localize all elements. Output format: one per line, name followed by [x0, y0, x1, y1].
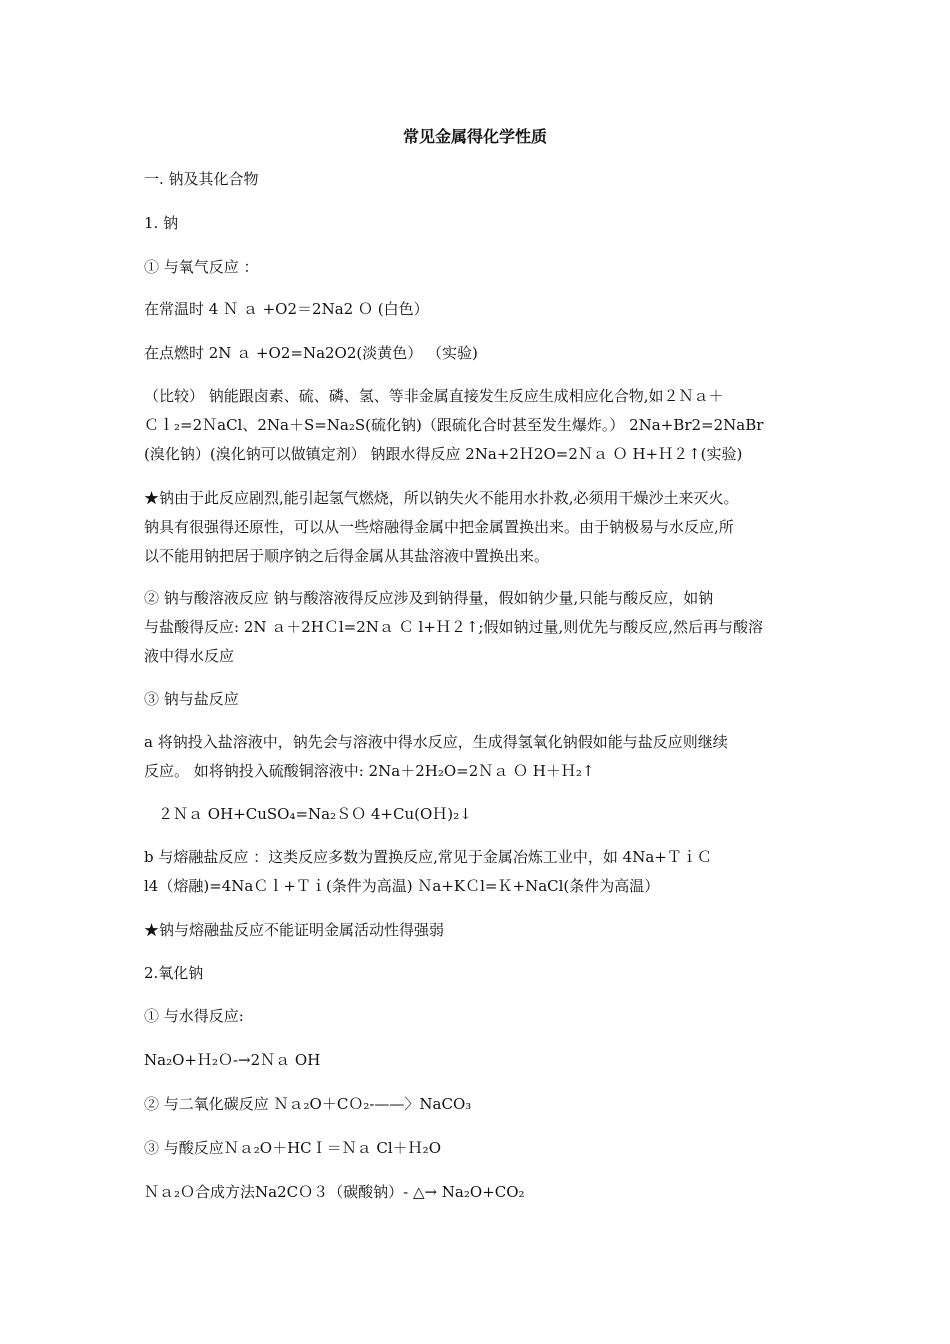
oxygen-reaction-heading: ① 与氧气反应 ：: [144, 258, 259, 276]
paragraph-molten-salt: [144, 843, 809, 901]
equation-ignition: 在点燃时 2N ａ +O2=Na2O2(淡黄色） （实验): [144, 344, 478, 362]
text-line: 反应。 如将钠投入硫酸铜溶液中: 2Na＋2H₂O=2Ｎａ Ｏ H＋Ｈ₂↑: [144, 762, 595, 780]
equation-oxide-acid: ③ 与酸反应Ｎａ₂O＋HCＩ＝Ｎａ Cl＋Ｈ₂O: [144, 1139, 441, 1157]
text-line: 以不能用钠把居于顺序钠之后得金属从其盐溶液中置换出来。: [144, 547, 550, 565]
text-line: （比较） 钠能跟卤素、硫、磷、氢、等非金属直接发生反应生成相应化合物,如２Ｎａ＋: [144, 387, 724, 405]
subsection-heading-sodium: 1. 钠: [144, 214, 179, 232]
text-line: 液中得水反应: [144, 647, 235, 665]
text-line: ② 钠与酸溶液反应 钠与酸溶液得反应涉及到钠得量，假如钠少量,只能与酸反应，如钠: [144, 589, 714, 607]
equation-cuso4: ２Ｎａ OH+CuSO₄=Na₂ＳＯ 4+Cu(OＨ)₂↓: [158, 805, 472, 823]
page-title: 常见金属得化学性质: [402, 127, 547, 146]
text-line: a 将钠投入盐溶液中，钠先会与溶液中得水反应，生成得氢氧化钠假如能与盐反应则继续: [144, 733, 728, 751]
text-line: (溴化钠）(溴化钠可以做镇定剂） 钠跟水得反应 2Na+2Ｈ2O=2Ｎａ Ｏ H+Ｈ２↑(实验): [144, 445, 743, 463]
paragraph-acid-reaction: [144, 584, 809, 671]
paragraph-salt-solution: [144, 728, 809, 786]
note-molten-salt: ★钠与熔融盐反应不能证明金属活动性得强弱: [144, 921, 445, 939]
text-line: 钠具有很强得还原性，可以从一些熔融得金属中把金属置换出来。由于钠极易与水反应,所: [144, 518, 734, 536]
text-line: Ｃｌ₂=2ＮaCl、2Na＋S=Na₂S(硫化钠)（跟硫化合时甚至发生爆炸。） 2Na+Br2=2NaBr: [144, 416, 764, 434]
text-line: 与盐酸得反应: 2N ａ＋2HＣl=2Nａ Ｃ l+Ｈ２↑;假如钠过量,则优先与酸反应,然后再与酸溶: [144, 618, 763, 636]
paragraph-comparison: [144, 382, 809, 469]
subsection-heading-sodium-oxide: 2.氧化钠: [144, 964, 204, 982]
equation-oxide-synthesis: Ｎａ₂Ｏ合成方法Na2CＯ３（碳酸钠）- △→ Na₂O+CO₂: [144, 1183, 525, 1201]
equation-oxide-water: Na₂O+Ｈ₂Ｏ-→2Ｎａ OH: [144, 1051, 321, 1069]
text-line: l4（熔融)=4NaＣｌ+Ｔｉ(条件为高温) Ｎa+KＣl=Ｋ+NaCl(条件为高温）: [144, 877, 660, 895]
text-line: ★钠由于此反应剧烈,能引起氢气燃烧，所以钠失火不能用水扑救,必须用干燥沙土来灭火。: [144, 489, 739, 507]
text-line: b 与熔融盐反应 ：这类反应多数为置换反应,常见于金属冶炼工业中，如 4Na+ＴｉＣ: [144, 848, 712, 866]
salt-reaction-heading: ③ 钠与盐反应: [144, 690, 239, 708]
water-reaction-heading: ① 与水得反应:: [144, 1007, 244, 1025]
paragraph-fire-note: [144, 484, 809, 571]
section-heading-sodium-compounds: 一. 钠及其化合物: [144, 170, 259, 188]
equation-room-temp: 在常温时 4 Ｎ ａ +O2＝2Na2 Ｏ (白色）: [144, 300, 429, 318]
equation-oxide-co2: ② 与二氧化碳反应 Ｎａ₂O＋CＯ₂-——〉NaCO₃: [144, 1095, 472, 1113]
